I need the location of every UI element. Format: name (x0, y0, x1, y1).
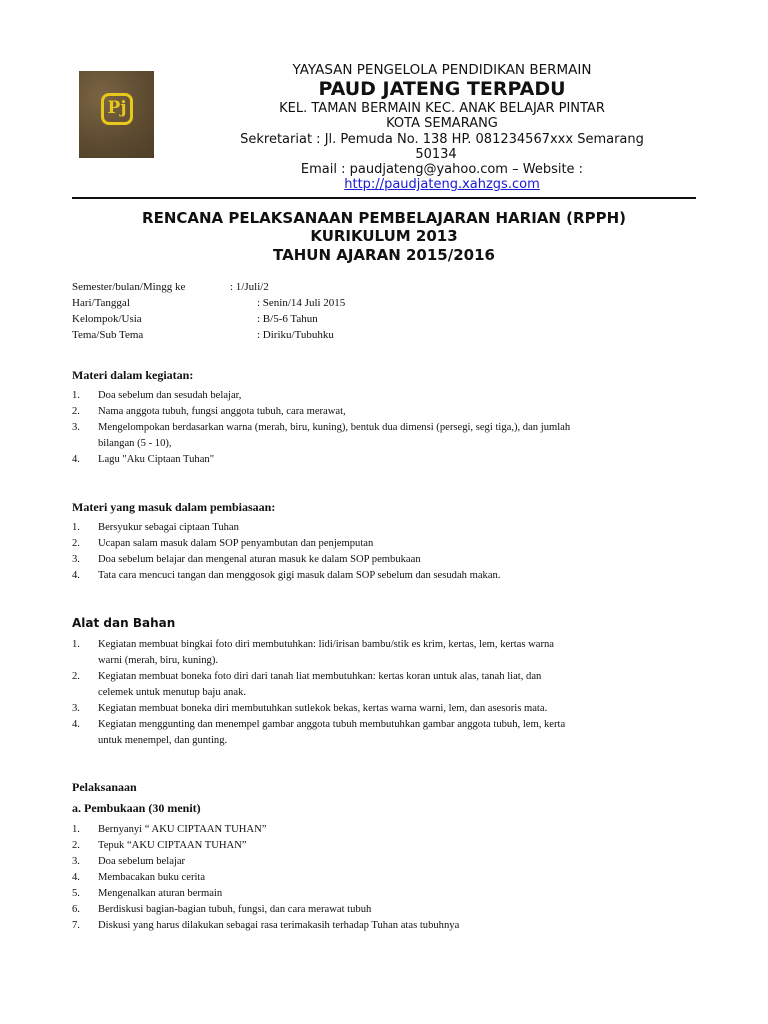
item-text: Bersyukur sebagai ciptaan Tuhan (98, 522, 239, 533)
academic-year-title: TAHUN AJARAN 2015/2016 (273, 246, 495, 264)
item-number: 2. (72, 840, 80, 851)
meta-key: Kelompok/Usia (72, 313, 142, 325)
meta-key: Semester/bulan/Mingg ke (72, 281, 186, 293)
curriculum-title: KURIKULUM 2013 (310, 227, 458, 245)
section-heading-alat: Alat dan Bahan (72, 616, 176, 630)
city-line: KOTA SEMARANG (386, 116, 498, 131)
letterhead-divider (72, 197, 696, 199)
item-number: 1. (72, 390, 80, 401)
kelurahan-line: KEL. TAMAN BERMAIN KEC. ANAK BELAJAR PINTAR (279, 101, 605, 116)
item-text: Lagu "Aku Ciptaan Tuhan" (98, 454, 215, 465)
item-number: 1. (72, 639, 80, 650)
item-text: Doa sebelum belajar dan mengenal aturan masuk ke dalam SOP pembukaan (98, 554, 421, 565)
item-text: Kegiatan membuat boneka foto diri dari tanah liat membutuhkan: kertas koran untuk alas, tanah liat, dan (98, 671, 542, 682)
item-number: 6. (72, 904, 80, 915)
school-logo (79, 71, 154, 158)
document-title: RENCANA PELAKSANAAN PEMBELAJARAN HARIAN (RPPH) (142, 209, 626, 227)
meta-key: Hari/Tanggal (72, 297, 130, 309)
item-text: Kegiatan menggunting dan menempel gambar anggota tubuh membutuhkan gambar anggota tubuh, lem, kerta (98, 719, 566, 730)
email-line: Email : paudjateng@yahoo.com – Website : (300, 162, 584, 177)
item-text: bilangan (5 - 10), (98, 438, 172, 449)
item-text: Doa sebelum dan sesudah belajar, (98, 390, 242, 401)
item-text: Doa sebelum belajar (98, 856, 186, 867)
meta-value: : Senin/14 Juli 2015 (257, 297, 346, 309)
item-text: Bernyanyi “ AKU CIPTAAN TUHAN” (98, 824, 267, 835)
item-text: Mengenalkan aturan bermain (98, 888, 223, 899)
school-name: PAUD JATENG TERPADU (318, 78, 566, 100)
meta-key: Tema/Sub Tema (72, 329, 144, 341)
meta-value: : 1/Juli/2 (230, 281, 269, 293)
item-text: Kegiatan membuat bingkai foto diri membutuhkan: lidi/irisan bambu/stik es krim, kertas, lem, kertas warna (98, 639, 555, 650)
item-number: 5. (72, 888, 80, 899)
meta-value: : B/5-6 Tahun (257, 313, 318, 325)
subsection-heading-pembukaan: a. Pembukaan (30 menit) (72, 801, 201, 815)
website-link[interactable]: http://paudjateng.xahzgs.com (344, 177, 540, 192)
item-text: warni (merah, biru, kuning). (98, 655, 219, 666)
item-number: 4. (72, 454, 80, 465)
section-heading-pelaksanaan: Pelaksanaan (72, 780, 137, 794)
secretariat-line: Sekretariat : Jl. Pemuda No. 138 HP. 081234567xxx Semarang (240, 132, 644, 147)
logo-text: Pj (107, 98, 127, 118)
section-heading-materi: Materi dalam kegiatan: (72, 368, 194, 382)
item-text: Kegiatan membuat boneka diri membutuhkan sutlekok bekas, kertas warna warni, lem, dan asesoris mata. (98, 703, 548, 714)
item-number: 2. (72, 671, 80, 682)
item-number: 1. (72, 824, 80, 835)
item-text: untuk menempel, dan gunting. (98, 735, 228, 746)
item-number: 3. (72, 422, 80, 433)
item-text: Membacakan buku cerita (98, 872, 206, 883)
item-number: 4. (72, 719, 80, 730)
item-text: celemek untuk menutup baju anak. (98, 687, 246, 698)
item-number: 4. (72, 872, 80, 883)
item-text: Tata cara mencuci tangan dan menggosok gigi masuk dalam SOP sebelum dan sesudah makan. (98, 570, 501, 581)
item-number: 4. (72, 570, 80, 581)
item-number: 3. (72, 554, 80, 565)
meta-value: : Diriku/Tubuhku (257, 329, 334, 341)
item-text: Tepuk “AKU CIPTAAN TUHAN” (98, 840, 247, 851)
item-text: Mengelompokan berdasarkan warna (merah, biru, kuning), bentuk dua dimensi (persegi, segi tiga,), dan jumlah (98, 422, 571, 433)
item-number: 3. (72, 856, 80, 867)
item-number: 2. (72, 406, 80, 417)
item-number: 1. (72, 522, 80, 533)
item-text: Berdiskusi bagian-bagian tubuh, fungsi, dan cara merawat tubuh (98, 904, 372, 915)
item-text: Diskusi yang harus dilakukan sebagai rasa terimakasih terhadap Tuhan atas tubuhnya (98, 920, 460, 931)
foundation-name: YAYASAN PENGELOLA PENDIDIKAN BERMAIN (292, 62, 592, 78)
postal-code: 50134 (415, 147, 457, 162)
item-text: Ucapan salam masuk dalam SOP penyambutan dan penjemputan (98, 538, 374, 549)
item-number: 7. (72, 920, 80, 931)
section-heading-pembiasaan: Materi yang masuk dalam pembiasaan: (72, 500, 276, 514)
item-number: 3. (72, 703, 80, 714)
item-text: Nama anggota tubuh, fungsi anggota tubuh, cara merawat, (98, 406, 346, 417)
logo-subtext: · · · · (112, 120, 124, 126)
item-number: 2. (72, 538, 80, 549)
